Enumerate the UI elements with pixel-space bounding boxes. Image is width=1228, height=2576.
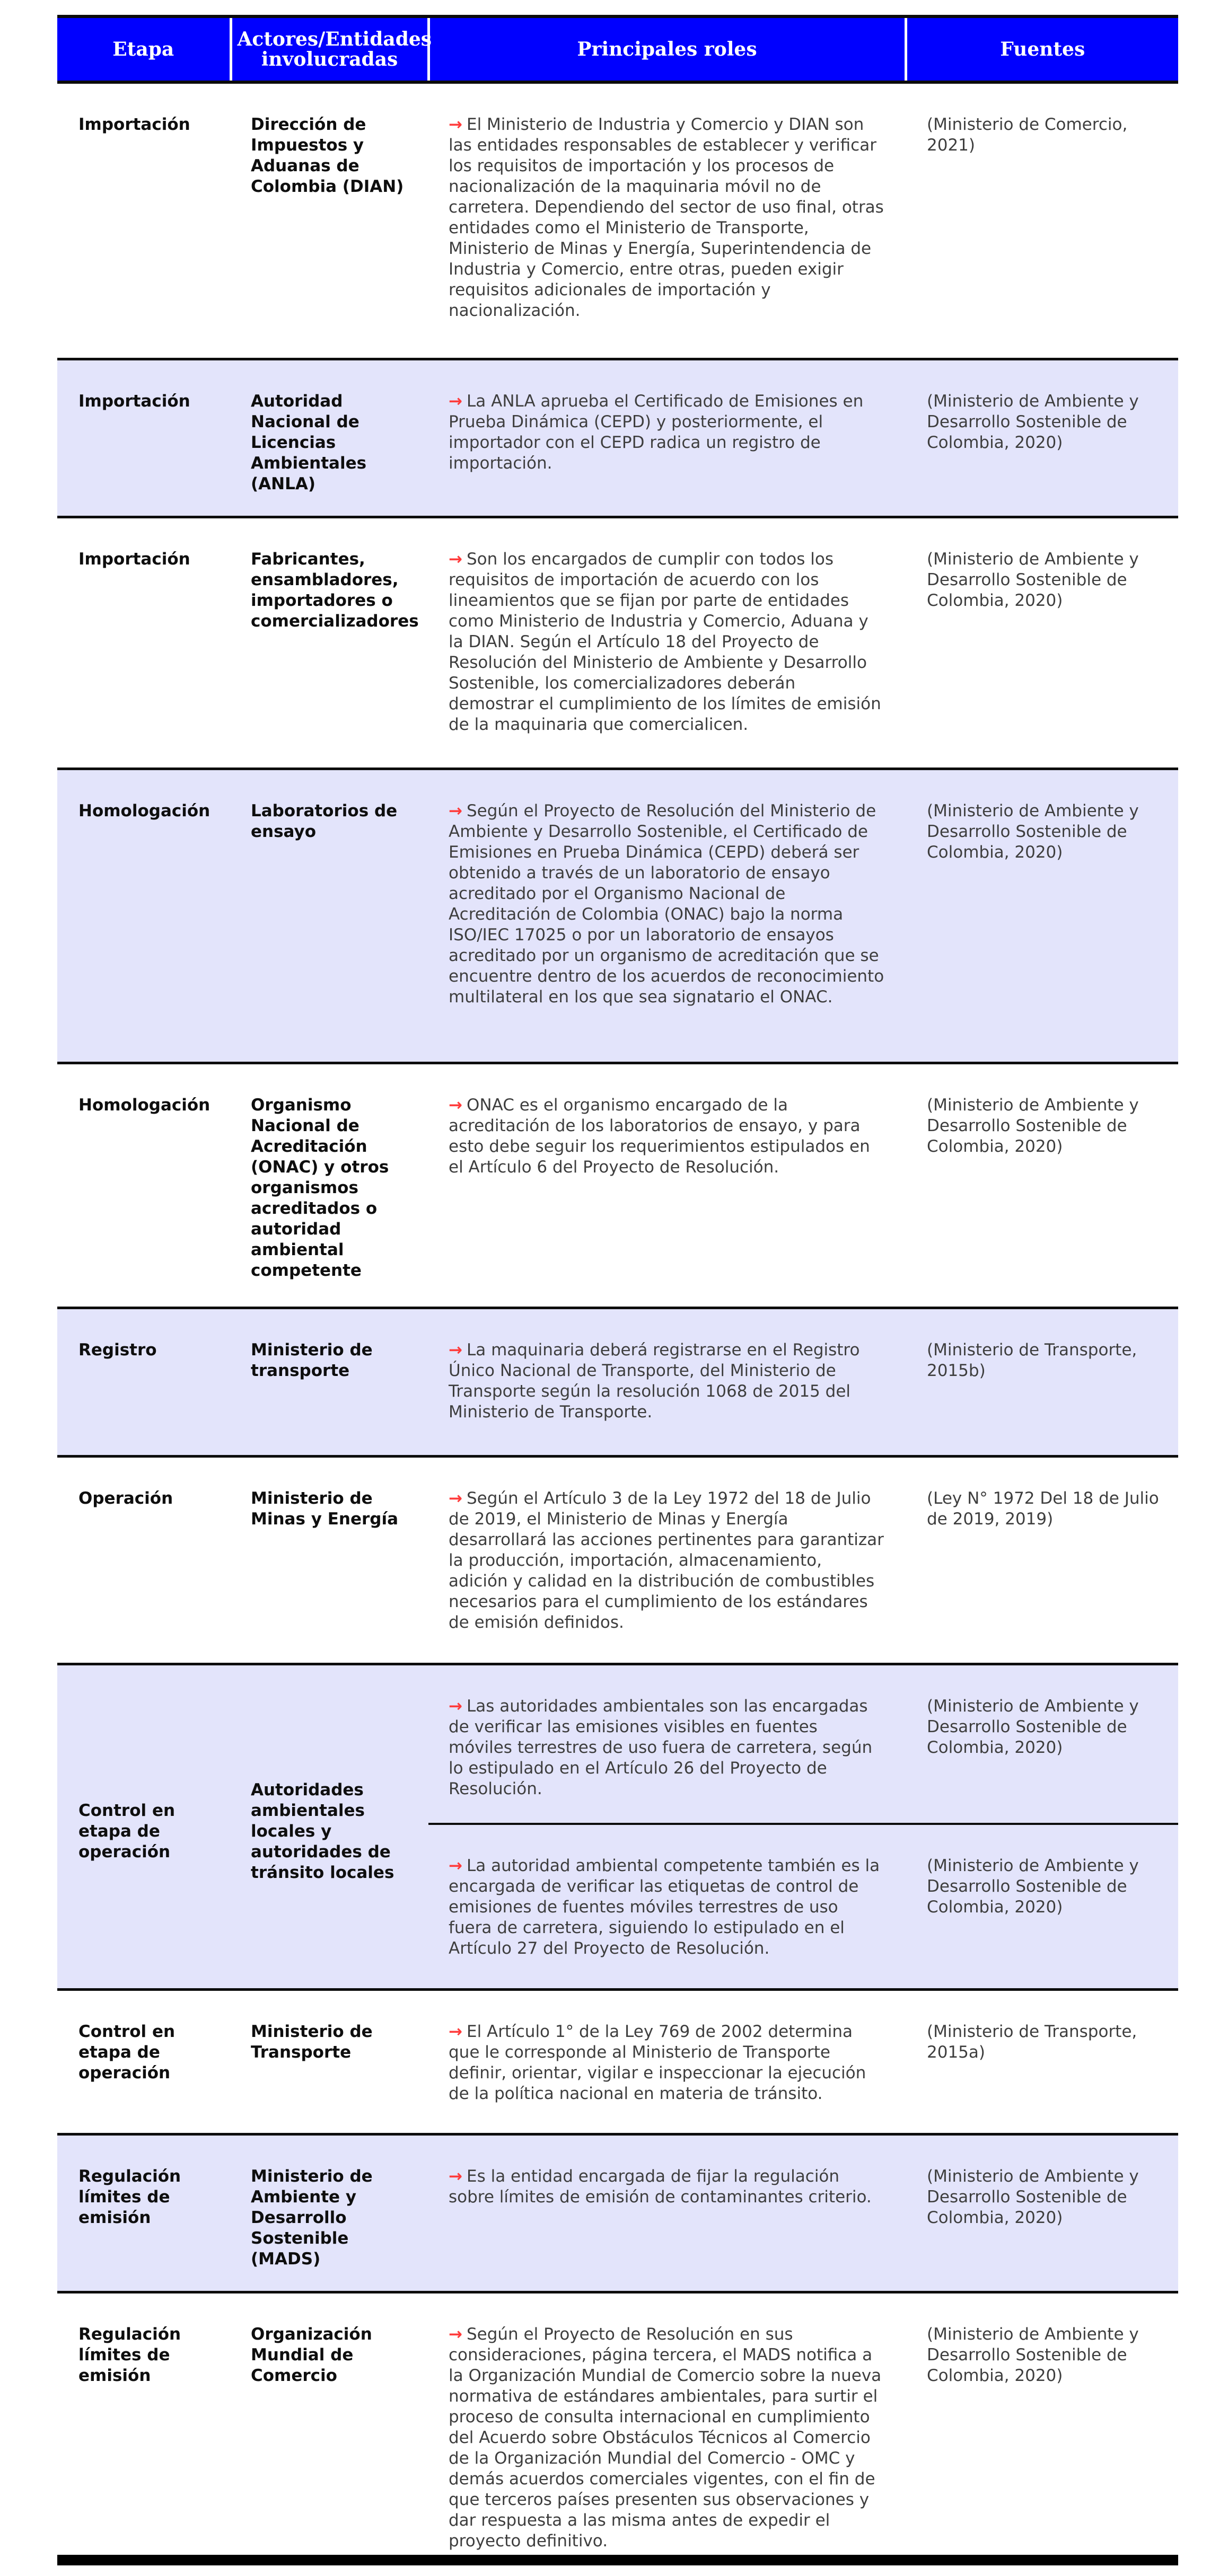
rol-text: El Artículo 1° de la Ley 769 de 2002 determina que le corresponde al Ministerio de Transporte definir, orientar, vigilar e inspeccionar la ejecución de la política nacional en materia de tránsito. <box>449 2022 866 2103</box>
cell-fuente: (Ministerio de Ambiente y Desarrollo Sostenible de Colombia, 2020) <box>906 1664 1178 1824</box>
cell-etapa: Homologación <box>78 1095 210 1115</box>
table-row <box>57 1456 1178 1664</box>
cell-actor: Laboratorios de ensayo <box>231 769 428 1063</box>
roles-table-container <box>57 15 1178 2573</box>
cell-fuente: (Ministerio de Transporte, 2015a) <box>927 2022 1137 2062</box>
arrow-right-icon: → <box>449 115 462 134</box>
table-row <box>57 769 1178 1063</box>
cell-actor: Fabricantes, ensambladores, importadores o comercializadores <box>251 549 419 631</box>
cell-rol <box>428 82 906 359</box>
cell-etapa: Homologación <box>57 769 231 1063</box>
cell-fuente: (Ministerio de Ambiente y Desarrollo Sostenible de Colombia, 2020) <box>906 359 1178 517</box>
rol-text: El Ministerio de Industria y Comercio y DIAN son las entidades responsables de establecer y verificar los requisitos de importación y los procesos de nacionalización de la maquinaria móvil no de carretera. Dependiendo del sector de uso final, otras entidades como el Ministerio de Transporte, Ministerio de Minas y Energía, Superintendencia de Industria y Comercio, entre otras, pueden exigir requisitos adicionales de importación y nacionalización. <box>449 115 884 320</box>
cell-etapa: Importación <box>78 115 190 134</box>
rol-text: La autoridad ambiental competente también es la encargada de verificar las etiquetas de control de emisiones de fuentes móviles terrestres de uso fuera de carretera, siguiendo lo estipulado en el Artículo 27 del Proyecto de Resolución. <box>449 1856 880 1958</box>
cell-etapa: Control en etapa de operación <box>57 1664 231 1989</box>
table-row <box>57 2292 1178 2573</box>
cell-rol <box>428 1824 906 1989</box>
cell-rol <box>428 1664 906 1824</box>
cell-rol <box>428 359 906 517</box>
cell-rol <box>428 517 906 769</box>
cell-actor: Dirección de Impuestos y Aduanas de Colombia (DIAN) <box>251 115 404 196</box>
cell-fuente: (Ministerio de Ambiente y Desarrollo Sostenible de Colombia, 2020) <box>906 1824 1178 1989</box>
rol-text: ONAC es el organismo encargado de la acreditación de los laboratorios de ensayo, y para esto debe seguir los requerimientos estipulados en el Artículo 6 del Proyecto de Resolución. <box>449 1095 870 1177</box>
arrow-right-icon: → <box>449 1488 462 1508</box>
cell-fuente: (Ministerio de Ambiente y Desarrollo Sostenible de Colombia, 2020) <box>927 1095 1139 1156</box>
table-row <box>57 517 1178 769</box>
cell-etapa: Importación <box>57 359 231 517</box>
rol-text: Según el Proyecto de Resolución del Ministerio de Ambiente y Desarrollo Sostenible, el Certificado de Emisiones en Prueba Dinámica (CEPD) deberá ser obtenido a través de un laboratorio de ensayo acreditado por el Organismo Nacional de Acreditación de Colombia (ONAC) bajo la norma ISO/IEC 17025 o por un laboratorio de ensayos acreditado por un organismo de acreditación que se encuentre dentro de los acuerdos de reconocimiento multilateral en los que sea signatario el ONAC. <box>449 801 884 1007</box>
cell-fuente: (Ministerio de Ambiente y Desarrollo Sostenible de Colombia, 2020) <box>927 549 1139 610</box>
cell-actor: Organismo Nacional de Acreditación (ONAC) y otros organismos acreditados o autoridad ambiental competente <box>251 1095 389 1280</box>
table-row <box>57 1664 1178 1824</box>
arrow-right-icon: → <box>449 801 462 821</box>
cell-fuente: (Ministerio de Ambiente y Desarrollo Sostenible de Colombia, 2020) <box>906 769 1178 1063</box>
table-row <box>57 82 1178 359</box>
cell-actor: Ministerio de Minas y Energía <box>251 1488 399 1529</box>
arrow-right-icon: → <box>449 2022 462 2041</box>
rol-text: La maquinaria deberá registrarse en el Registro Único Nacional de Transporte, del Ministerio de Transporte según la resolución 1068 de 2015 del Ministerio de Transporte. <box>449 1340 860 1422</box>
table-header-row <box>57 16 1178 82</box>
cell-rol <box>428 1063 906 1308</box>
cell-etapa: Regulación límites de emisión <box>57 2134 231 2292</box>
cell-etapa: Importación <box>78 549 190 569</box>
arrow-right-icon: → <box>449 2324 462 2344</box>
rol-text: La ANLA aprueba el Certificado de Emisiones en Prueba Dinámica (CEPD) y posteriormente, el importador con el CEPD radica un registro de importación. <box>449 391 864 473</box>
cell-rol <box>428 1308 906 1456</box>
cell-rol <box>428 2134 906 2292</box>
arrow-right-icon: → <box>449 1095 462 1115</box>
cell-actor: Organización Mundial de Comercio <box>251 2324 372 2385</box>
cell-fuente: (Ley N° 1972 Del 18 de Julio de 2019, 2019) <box>927 1488 1159 1529</box>
cell-fuente: (Ministerio de Comercio, 2021) <box>927 115 1128 155</box>
table-row <box>57 1308 1178 1456</box>
rol-text: Es la entidad encargada de fijar la regulación sobre límites de emisión de contaminantes criterio. <box>449 2166 872 2207</box>
cell-fuente: (Ministerio de Ambiente y Desarrollo Sostenible de Colombia, 2020) <box>906 2134 1178 2292</box>
table-row <box>57 359 1178 517</box>
roles-table <box>57 15 1178 2573</box>
arrow-right-icon: → <box>449 1340 462 1360</box>
header-roles: Principales roles <box>428 16 906 82</box>
cell-rol <box>428 2292 906 2573</box>
cell-actor: Ministerio de Ambiente y Desarrollo Sostenible (MADS) <box>231 2134 428 2292</box>
cell-actor: Ministerio de Transporte <box>251 2022 373 2062</box>
arrow-right-icon: → <box>449 549 462 569</box>
cell-actor: Ministerio de transporte <box>231 1308 428 1456</box>
table-bottom-border <box>57 2555 1178 2565</box>
header-etapa: Etapa <box>57 16 231 82</box>
cell-etapa: Regulación límites de emisión <box>78 2324 181 2385</box>
table-row <box>57 2134 1178 2292</box>
header-actores: Actores/Entidades involucradas <box>231 16 428 82</box>
rol-text: Son los encargados de cumplir con todos los requisitos de importación de acuerdo con los lineamientos que se fijan por parte de entidades como Ministerio de Industria y Comercio, Aduana y la DIAN. Según el Artículo 18 del Proyecto de Resolución del Ministerio de Ambiente y Desarrollo Sostenible, los comercializadores deberán demostrar el cumplimiento de los límites de emisión de la maquinaria que comercialicen. <box>449 549 881 734</box>
rol-text: Según el Proyecto de Resolución en sus consideraciones, página tercera, el MADS notifica a la Organización Mundial de Comercio sobre la nueva normativa de estándares ambientales, para surtir el proceso de consulta internacional en cumplimiento del Acuerdo sobre Obstáculos Técnicos al Comercio de la Organización Mundial del Comercio - OMC y demás acuerdos comerciales vigentes, con el fin de que terceros países presenten sus observaciones y dar respuesta a las misma antes de expedir el proyecto definitivo. <box>449 2324 882 2551</box>
rol-text: Las autoridades ambientales son las encargadas de verificar las emisiones visibles en fuentes móviles terrestres de uso fuera de carretera, según lo estipulado en el Artículo 26 del Proyecto de Resolución. <box>449 1696 873 1798</box>
cell-actor: Autoridades ambientales locales y autoridades de tránsito locales <box>231 1664 428 1989</box>
cell-rol <box>428 1456 906 1664</box>
arrow-right-icon: → <box>449 1696 462 1716</box>
header-fuentes: Fuentes <box>906 16 1178 82</box>
arrow-right-icon: → <box>449 1856 462 1875</box>
cell-rol <box>428 769 906 1063</box>
cell-fuente: (Ministerio de Ambiente y Desarrollo Sostenible de Colombia, 2020) <box>927 2324 1139 2385</box>
table-row <box>57 1989 1178 2134</box>
cell-etapa: Registro <box>57 1308 231 1456</box>
arrow-right-icon: → <box>449 391 462 411</box>
arrow-right-icon: → <box>449 2166 462 2186</box>
rol-text: Según el Artículo 3 de la Ley 1972 del 18 de Julio de 2019, el Ministerio de Minas y Energía desarrollará las acciones pertinentes para garantizar la producción, importación, almacenamiento, adición y calidad en la distribución de combustibles necesarios para el cumplimiento de los estándares de emisión definidos. <box>449 1488 884 1632</box>
cell-etapa: Operación <box>78 1488 173 1508</box>
cell-rol <box>428 1989 906 2134</box>
cell-fuente: (Ministerio de Transporte, 2015b) <box>906 1308 1178 1456</box>
cell-etapa: Control en etapa de operación <box>78 2022 176 2083</box>
table-row <box>57 1063 1178 1308</box>
cell-actor: Autoridad Nacional de Licencias Ambientales (ANLA) <box>231 359 428 517</box>
